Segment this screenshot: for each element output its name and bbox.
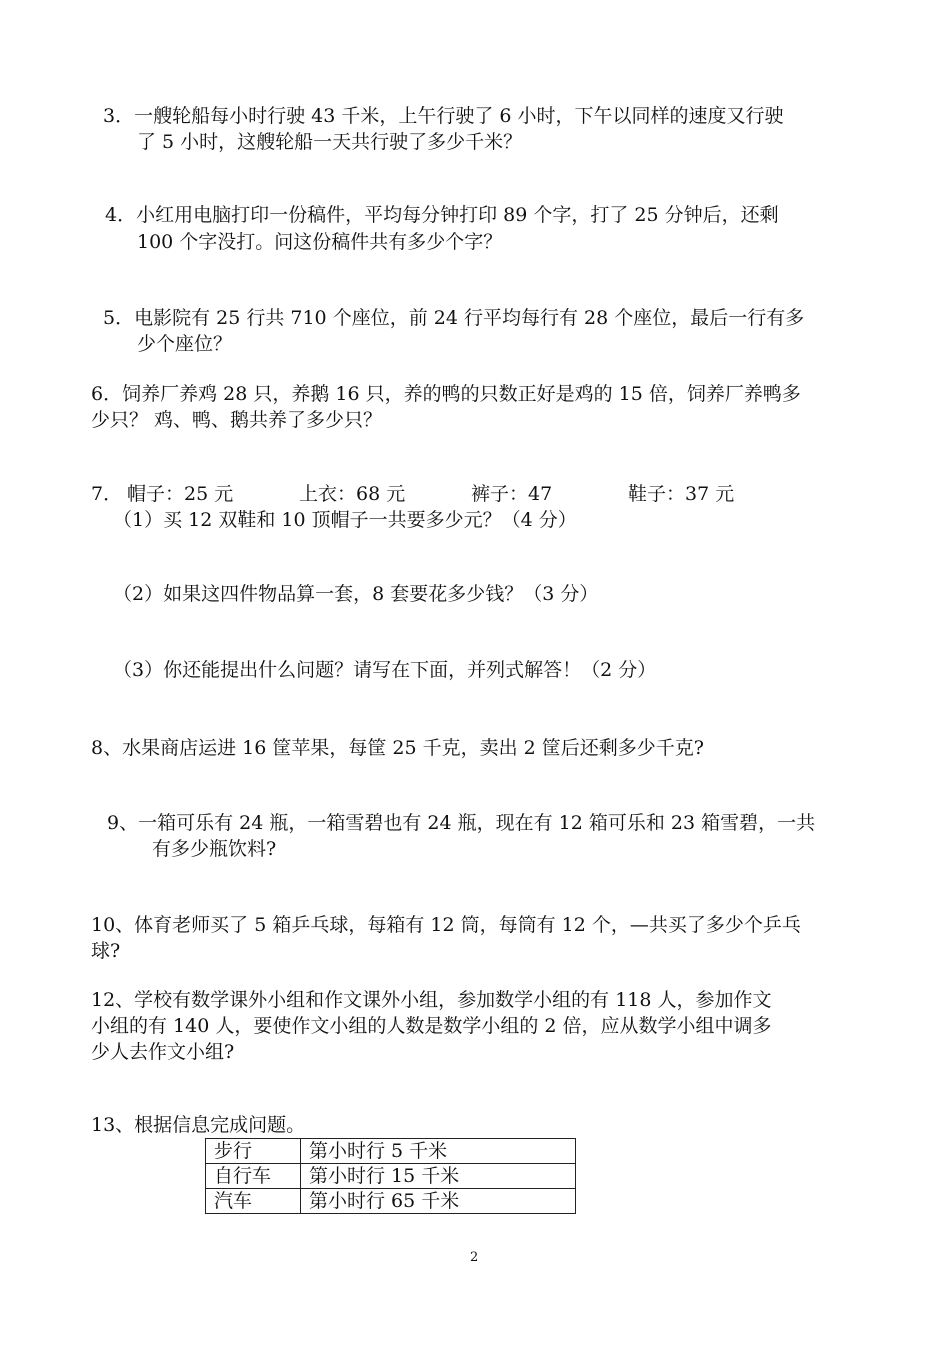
table-cell-mode: 自行车	[206, 1164, 301, 1189]
table-cell-mode: 汽车	[206, 1189, 301, 1214]
q9-line2: 有多少瓶饮料?	[152, 838, 277, 860]
table-cell-speed: 第小时行 5 千米	[301, 1139, 576, 1164]
q7-sub3: （3）你还能提出什么问题？请写在下面，并列式解答！（2 分）	[113, 659, 657, 681]
q10-line1: 10、体育老师买了 5 箱乒乓球，每箱有 12 筒，每筒有 12 个，—共买了多少个乒乓	[91, 914, 801, 936]
page-number: 2	[470, 1250, 479, 1265]
q12-line1: 12、学校有数学课外小组和作文课外小组，参加数学小组的有 118 人，参加作文	[91, 989, 772, 1011]
q5-line1: 5．电影院有 25 行共 710 个座位，前 24 行平均每行有 28 个座位，最后一行有多	[103, 307, 805, 329]
q7-item-jacket: 上衣：68 元	[299, 483, 406, 505]
q3-line2: 了 5 小时，这艘轮船一天共行驶了多少千米？	[137, 131, 523, 153]
q3-line1: 3．一艘轮船每小时行驶 43 千米，上午行驶了 6 小时，下午以同样的速度又行驶	[103, 105, 784, 127]
q7-item-hat: 帽子：25 元	[127, 483, 234, 505]
q10-line2: 球?	[91, 940, 121, 962]
table-row	[206, 1189, 576, 1214]
q7-sub1: （1）买 12 双鞋和 10 顶帽子一共要多少元？（4 分）	[113, 509, 577, 531]
table-row	[206, 1164, 576, 1189]
table-row	[206, 1139, 576, 1164]
q7-item-pants: 裤子：47	[471, 483, 553, 505]
q9-line1: 9、一箱可乐有 24 瓶，一箱雪碧也有 24 瓶，现在有 12 箱可乐和 23 箱雪碧，一共	[107, 812, 816, 834]
q7-sub2: （2）如果这四件物品算一套，8 套要花多少钱？（3 分）	[113, 583, 599, 605]
q5-line2: 少个座位？	[137, 333, 233, 355]
q6-line2: 少只？ 鸡、鸭、鹅共养了多少只？	[91, 409, 383, 431]
q7-number: 7．	[91, 483, 123, 505]
table-cell-speed: 第小时行 15 千米	[301, 1164, 576, 1189]
table-cell-speed: 第小时行 65 千米	[301, 1189, 576, 1214]
q12-line3: 少人去作文小组?	[91, 1041, 235, 1063]
q13-line1: 13、根据信息完成问题。	[91, 1114, 306, 1136]
q6-line1: 6．饲养厂养鸡 28 只，养鹅 16 只，养的鸭的只数正好是鸡的 15 倍，饲养厂养鸭多	[91, 383, 801, 405]
q7-item-shoes: 鞋子：37 元	[628, 483, 735, 505]
speed-table	[205, 1138, 576, 1214]
q12-line2: 小组的有 140 人，要使作文小组的人数是数学小组的 2 倍，应从数学小组中调多	[91, 1015, 772, 1037]
q4-line2: 100 个字没打。问这份稿件共有多少个字？	[137, 231, 503, 253]
q4-line1: 4．小红用电脑打印一份稿件，平均每分钟打印 89 个字，打了 25 分钟后，还剩	[105, 204, 779, 226]
q8-line1: 8、水果商店运进 16 筐苹果，每筐 25 千克，卖出 2 筐后还剩多少千克?	[91, 737, 704, 759]
table-cell-mode: 步行	[206, 1139, 301, 1164]
